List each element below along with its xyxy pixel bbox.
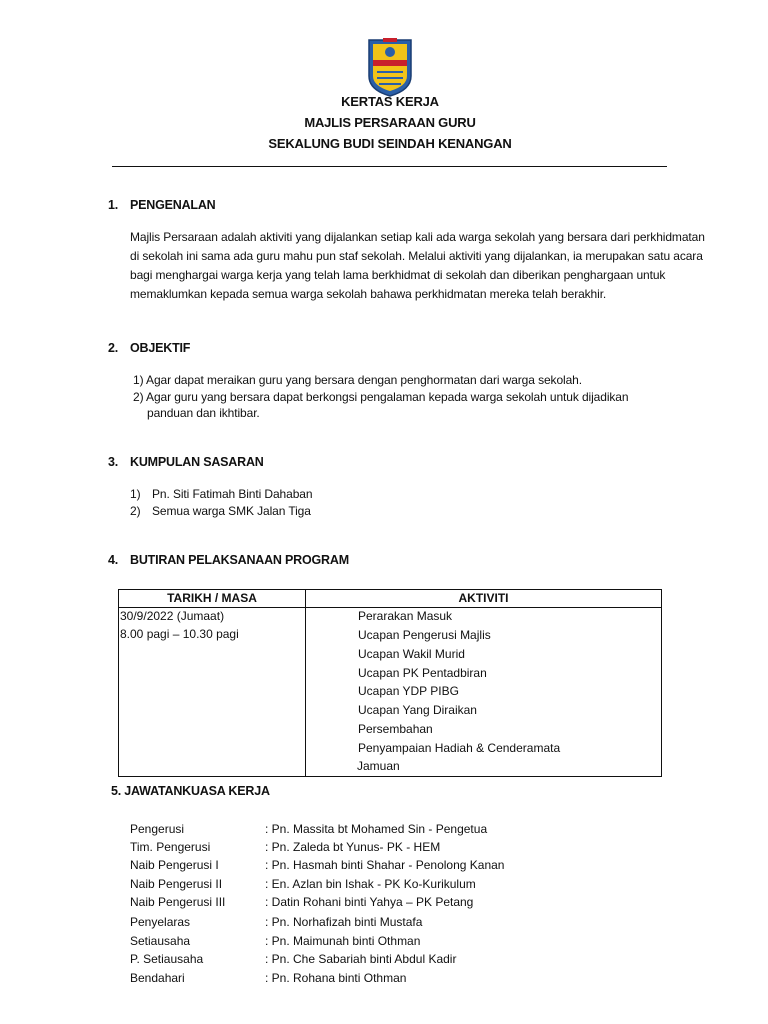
target-item: 1) Pn. Siti Fatimah Binti Dahaban — [130, 487, 313, 501]
committee-member: : Pn. Massita bt Mohamed Sin - Pengetua — [265, 822, 488, 836]
committee-role: Pengerusi — [130, 822, 185, 836]
activity-item: Perarakan Masuk — [358, 609, 453, 623]
doc-title: KERTAS KERJA — [341, 94, 439, 109]
activity-item: Jamuan — [357, 759, 400, 773]
activity-item: Ucapan PK Pentadbiran — [358, 666, 487, 680]
activity-item: Persembahan — [358, 722, 433, 736]
date-cell — [119, 608, 306, 777]
committee-role: Setiausaha — [130, 934, 191, 948]
program-table — [118, 589, 662, 777]
program-time: 8.00 pagi – 10.30 pagi — [120, 627, 239, 641]
committee-role: Bendahari — [130, 971, 185, 985]
committee-role: Naib Pengerusi I — [130, 858, 219, 872]
committee-member: : En. Azlan bin Ishak - PK Ko-Kurikulum — [265, 877, 476, 891]
committee-member: : Pn. Maimunah binti Othman — [265, 934, 421, 948]
committee-member: : Pn. Norhafizah binti Mustafa — [265, 915, 423, 929]
objective-2: 2) Agar guru yang bersara dapat berkongsi pengalaman kepada warga sekolah untuk dijadikan — [133, 390, 629, 404]
committee-member: : Pn. Hasmah binti Shahar - Penolong Kanan — [265, 858, 505, 872]
committee-role: Tim. Pengerusi — [130, 840, 211, 854]
table-header-row — [119, 590, 662, 608]
committee-member: : Pn. Zaleda bt Yunus- PK - HEM — [265, 840, 441, 854]
doc-subtitle: MAJLIS PERSARAAN GURU — [304, 115, 476, 130]
committee-role: Penyelaras — [130, 915, 191, 929]
objective-1: 1) Agar dapat meraikan guru yang bersara dengan penghormatan dari warga sekolah. — [133, 373, 582, 387]
committee-member: : Datin Rohani binti Yahya – PK Petang — [265, 895, 474, 909]
activity-item: Ucapan Wakil Murid — [358, 647, 465, 661]
committee-role: P. Setiausaha — [130, 952, 204, 966]
section-1-paragraph: Majlis Persaraan adalah aktiviti yang dijalankan setiap kali ada warga sekolah yang bersara dari perkhidmatan di sekolah ini sama ada guru mahu pun staf sekolah. Melalui aktiviti yang dijalankan, ia merupakan satu acara bagi menghargai warga kerja yang telah lama berkhidmat di sekolah dan diberikan penghargaan untuk memaklumkan kepada semua warga sekolah bahawa perkhidmatan mereka telah berakhir. — [130, 230, 705, 301]
table-row — [119, 608, 662, 777]
activity-item: Ucapan Yang Diraikan — [358, 703, 477, 717]
committee-member: : Pn. Che Sabariah binti Abdul Kadir — [265, 952, 457, 966]
objective-2-cont: panduan dan ikhtibar. — [147, 406, 260, 420]
title-divider — [112, 166, 667, 167]
target-item: 2) Semua warga SMK Jalan Tiga — [130, 504, 311, 518]
col-header-activity: AKTIVITI — [306, 590, 662, 608]
col-header-date: TARIKH / MASA — [119, 590, 306, 608]
committee-role: Naib Pengerusi II — [130, 877, 223, 891]
activity-item: Ucapan YDP PIBG — [358, 684, 459, 698]
activity-item: Ucapan Pengerusi Majlis — [358, 628, 491, 642]
doc-event-name: SEKALUNG BUDI SEINDAH KENANGAN — [268, 136, 512, 151]
committee-member: : Pn. Rohana binti Othman — [265, 971, 407, 985]
activity-item: Penyampaian Hadiah & Cenderamata — [358, 741, 561, 755]
school-crest-icon — [365, 36, 415, 98]
section-5-heading: 5. JAWATANKUASA KERJA — [111, 784, 270, 798]
activity-cell — [306, 608, 662, 777]
program-date: 30/9/2022 (Jumaat) — [120, 609, 225, 623]
committee-role: Naib Pengerusi III — [130, 895, 226, 909]
